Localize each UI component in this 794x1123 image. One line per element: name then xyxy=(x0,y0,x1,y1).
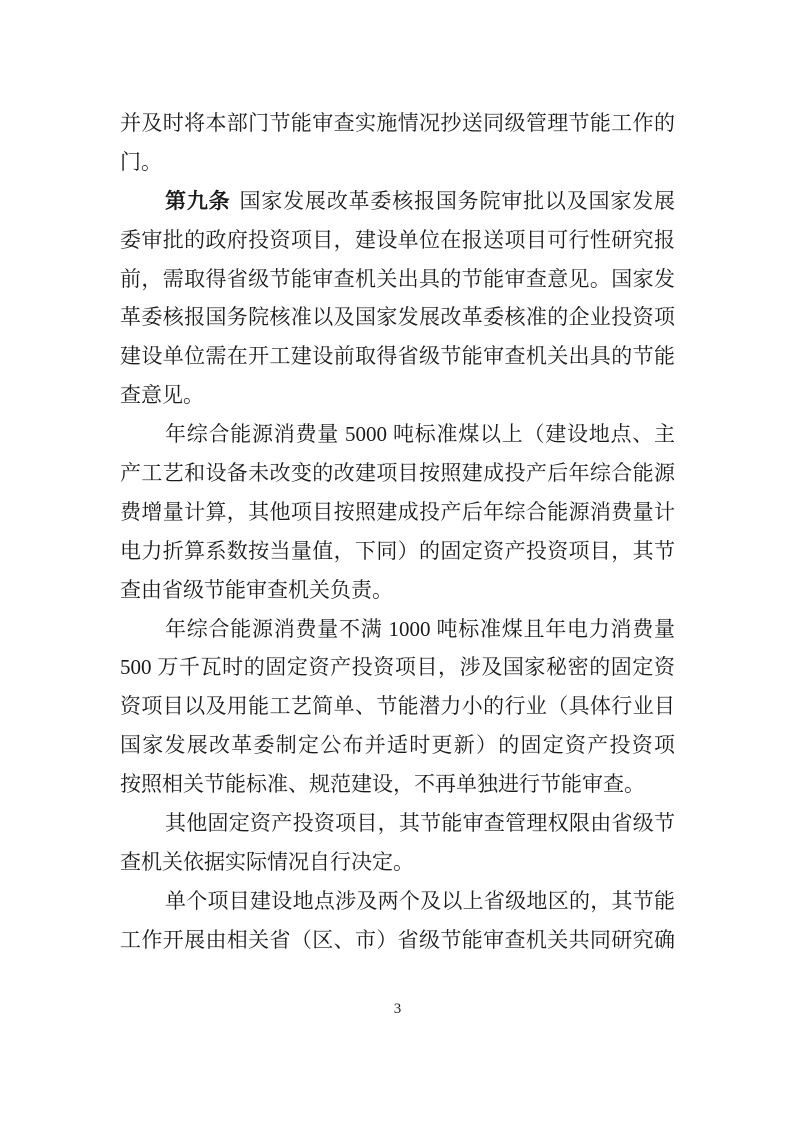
text-line: 按照相关节能标准、规范建设，不再单独进行节能审查。 xyxy=(120,772,645,797)
document-body xyxy=(120,104,675,960)
text-line: 查意见。 xyxy=(120,383,204,408)
text-line: 其他固定资产投资项目，其节能审查管理权限由省级节 xyxy=(165,811,675,836)
text-line: 查机关依据实际情况自行决定。 xyxy=(120,849,414,874)
text-line: 前，需取得省级节能审查机关出具的节能审查意见。国家发 xyxy=(120,266,675,291)
text-line: 年综合能源消费量 5000 吨标准煤以上（建设地点、主 xyxy=(165,422,675,447)
text-line: 年综合能源消费量不满 1000 吨标准煤且年电力消费量 xyxy=(165,616,675,641)
text-line: 国家发展改革委制定公布并适时更新）的固定资产投资项 xyxy=(120,733,675,758)
paragraph xyxy=(120,610,675,804)
text-line xyxy=(120,182,675,221)
text-line: 并及时将本部门节能审查实施情况抄送同级管理节能工作的 xyxy=(120,111,675,135)
paragraph xyxy=(120,882,675,960)
text-line: 查由省级节能审查机关负责。 xyxy=(120,577,393,602)
page-number: 3 xyxy=(393,1001,402,1017)
paragraph-article-9 xyxy=(120,182,675,415)
paragraph xyxy=(120,415,675,609)
text-line: 电力折算系数按当量值，下同）的固定资产投资项目，其节 xyxy=(120,538,675,563)
text-line: 500 万千瓦时的固定资产投资项目，涉及国家秘密的固定资 xyxy=(120,655,675,680)
text-line: 单个项目建设地点涉及两个及以上省级地区的，其节能 xyxy=(165,888,675,913)
text-line: 委审批的政府投资项目，建设单位在报送项目可行性研究报 xyxy=(120,227,675,252)
text-line: 资项目以及用能工艺简单、节能潜力小的行业（具体行业目 xyxy=(120,694,675,719)
text-line: 建设单位需在开工建设前取得省级节能审查机关出具的节能 xyxy=(120,344,675,369)
article-number: 第九条 xyxy=(165,189,231,213)
text-segment: 国家发展改革委核报国务院审批以及国家发展 xyxy=(239,188,675,213)
paragraph xyxy=(120,104,675,182)
paragraph xyxy=(120,804,675,882)
text-line: 产工艺和设备未改变的改建项目按照建成投产后年综合能源 xyxy=(120,461,675,486)
text-line: 费增量计算，其他项目按照建成投产后年综合能源消费量计 xyxy=(120,499,675,524)
text-line: 工作开展由相关省（区、市）省级节能审查机关共同研究确 xyxy=(120,927,675,952)
text-line: 革委核报国务院核准以及国家发展改革委核准的企业投资项 xyxy=(120,305,675,330)
text-line: 门。 xyxy=(120,149,162,174)
